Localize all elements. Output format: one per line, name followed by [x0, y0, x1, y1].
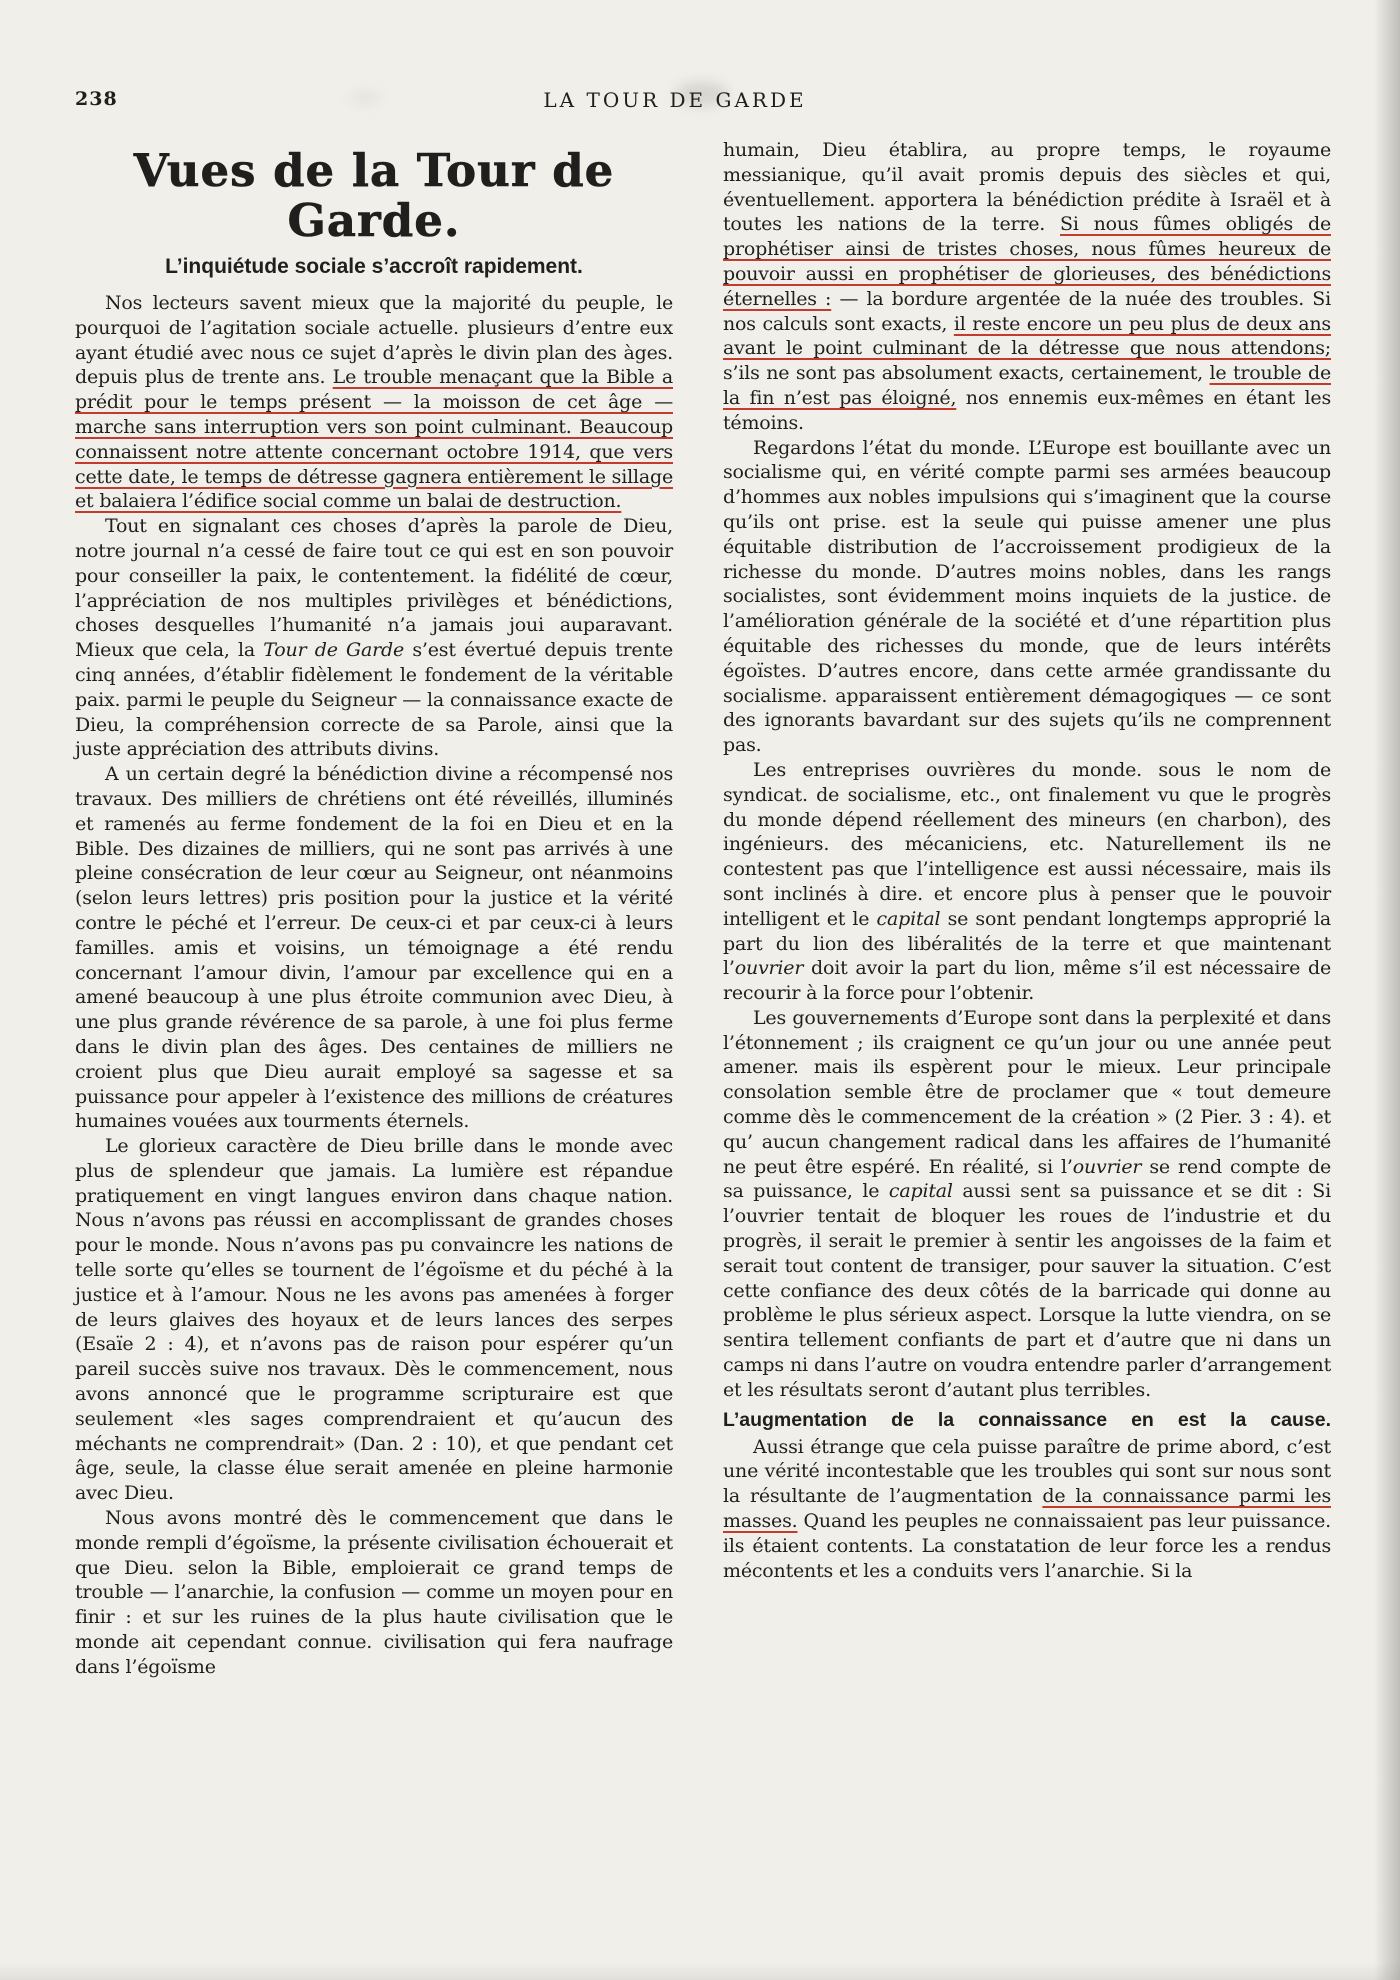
text-segment: ouvrier [1072, 1155, 1142, 1178]
text-segment: Le trouble menaçant que la Bible a prédit pour le temps présent — la moisson de cet âge — marche sans interruption vers son point culminant. Beaucoup connaissent notre attente concernant octobre 1914, que vers cette date, le temps de détresse gagnera entièrement le sillage et balaiera l’édifice social comme un balai de destruction. [75, 366, 673, 513]
text-segment: le trouble de la fin n’est pas éloigné, [723, 362, 1331, 409]
text-segment: Regardons l’état du monde. L’Europe est bouillante avec un socialisme qui, en vérité compte parmi ses armées beaucoup d’hommes aux nobles impulsions qui s’imaginent que la course qu’ils ont prise. est la seule qui puisse amener une plus équitable distribution de l’accroissement prodigieux de la richesse du monde. D’autres moins nobles, dans les rangs socialistes, sont évidemment moins inquiets de la justice. de l’amélioration générale de la société et d’une répartition plus équitable des richesses du monde, que de leurs intérêts égoïstes. D’autres encore, dans cette armée grandissante du socialisme. apparaissent entièrement démagogiques — ce sont des ignorants bavardant sur des sujets qu’ils ne comprennent pas. [723, 436, 1331, 757]
paragraph [75, 1134, 673, 1506]
right-column [723, 138, 1331, 1583]
text-segment: Nous avons montré dès le commencement que dans le monde rempli d’égoïsme, la présente civilisation échouerait et que Dieu. selon la Bible, emploierait ce grand temps de trouble — l’anarchie, la confusion — comme un moyen pour en finir : et sur les ruines de la plus haute civilisation que le monde ait cependant connue. civilisation qui fera naufrage dans l’égoïsme [75, 1507, 673, 1678]
left-column-body [75, 291, 673, 1680]
article-subtitle: L’inquiétude sociale s’accroît rapidement. [165, 255, 583, 278]
text-segment: Les entreprises ouvrières du monde. sous le nom de syndicat. de socialisme, etc., ont finalement vu que le progrès du monde dépend réellement des mineurs (en charbon), des ingénieurs. des mécaniciens, etc. Naturellement ils ne contestent pas que l’intelligence est aussi nécessaire, mais ils sont inclinés à dire. et encore plus à penser que le pouvoir intelligent et le [723, 758, 1331, 930]
text-segment: s’est évertué depuis trente cinq années, d’établir fidèlement le fondement de la véritable paix. parmi le peuple du Seigneur — la connaissance exacte de Dieu, la compréhension correcte de sa Parole, ainsi que la juste appréciation des attributs divins. [75, 639, 673, 761]
text-segment: A un certain degré la bénédiction divine a récompensé nos travaux. Des milliers de chrétiens ont été réveillés, illuminés et ramenés au ferme fondement de la foi en Dieu et en la Bible. Des dizaines de milliers, qui ne sont pas arrivés à une pleine consécration de leur cœur au Seigneur, ont néanmoins (selon leurs lettres) pris position pour la justice et la vérité contre le péché et l’erreur. De ceux-ci et par ceux-ci à leurs familles. amis et voisins, un témoignage a été rendu concernant l’amour divin, l’amour par excellence qui en a amené beaucoup à une plus étroite communion avec Dieu, à une plus grande révérence de sa parole, à une foi plus ferme dans le divin plan des âges. Des centaines de milliers ne croient plus que Dieu aurait employé sa sagesse et sa puissance pour appeler à l’existence des millions de créatures humaines vouées aux tourments éternels. [75, 763, 673, 1133]
text-segment: s’ils ne sont pas absolument exacts, certainement, [723, 362, 1210, 385]
paragraph [723, 1006, 1331, 1403]
text-segment: Aussi étrange que cela puisse paraître de prime abord, c’est une vérité incontestable que les troubles qui sont sur nous sont la résultante de l’augmentation [723, 1435, 1331, 1508]
journal-title: LA TOUR DE GARDE [543, 88, 807, 112]
text-segment: Si nous fûmes obligés de prophétiser ainsi de tristes choses, nous fûmes heureux de pouvoir aussi en prophétiser de glorieuses, des bénédictions éternelles : [723, 213, 1331, 310]
text-segment: Tour de Garde [263, 639, 405, 662]
section-heading [723, 1407, 1331, 1433]
text-segment: capital [888, 1180, 953, 1203]
paragraph [75, 762, 673, 1134]
page-number: 238 [75, 88, 118, 110]
paragraph [723, 1435, 1331, 1584]
paragraph [723, 138, 1331, 436]
text-segment: nos ennemis eux-mêmes en étant les témoins. [723, 386, 1331, 434]
article-title: Vues de la Tour de Garde. [133, 144, 615, 247]
text-segment: Les gouvernements d’Europe sont dans la perplexité et dans l’étonnement ; ils craignent ce qu’un jour ou une année peut amener. mais ils espèrent pour le mieux. Leur principale consolation semble être de proclamer que « tout demeure comme dès le commencement de la création » (2 Pier. 3 : 4). et qu’ aucun changement radical dans les affaires de l’humanité ne peut être espéré. En réalité, si l’ [723, 1006, 1331, 1178]
running-head [75, 88, 1330, 118]
paragraph [723, 436, 1331, 758]
text-segment: doit avoir la part du lion, même s’il est nécessaire de recourir à la force pour l’obtenir. [723, 957, 1331, 1005]
text-segment: Nos lecteurs savent mieux que la majorité du peuple, le pourquoi de l’agitation sociale actuelle. plusieurs d’entre eux ayant étudié avec nous ce sujet d’après le divin plan des àges. depuis plus de trente ans. [75, 292, 673, 389]
text-segment: aussi sent sa puissance et se dit : Si l’ouvrier tentait de bloquer les roues de l’industrie et du progrès, il serait le premier à sentir les angoisses de la faim et serait tout content de transiger, pour sauver la situation. C’est cette confiance des deux côtés de la barricade qui donne au problème le plus sérieux aspect. Lorsque la lutte viendra, on se sentira tellement confiants de part et d’autre que ni dans un camps ni dans l’autre on voudra entendre parler d’arrangement et les résultats seront d’autant plus terribles. [723, 1180, 1332, 1401]
text-segment: Tout en signalant ces choses d’après la parole de Dieu, notre journal n’a cessé de faire tout ce qui est en son pouvoir pour conseiller la paix, le contentement. la fidélité de cœur, l’appréciation de nos multiples privilèges et bénédictions, choses desquelles l’humanité n’a jamais joui auparavant. Mieux que cela, la [75, 515, 673, 662]
text-segment: se rend compte de sa puissance, le [723, 1155, 1332, 1203]
text-segment: Le glorieux caractère de Dieu brille dans le monde avec plus de splendeur que jamais. La lumière est répandue pratiquement en vingt langues environ dans chaque nation. Nous n’avons pas réussi en accomplissant de grandes choses pour le monde. Nous n’avons pas pu convaincre les nations de telle sorte qu’elles se tournent de l’égoïsme et du péché à la justice et à l’amour. Nous ne les avons pas amenées à forger de leurs glaives des hoyaux et de leurs lances des serpes (Esaïe 2 : 4), et n’avons pas de raison pour espérer qu’un pareil succès suive nos travaux. Dès le commencement, nous avons annoncé que le programme scripturaire est que seulement «les sages comprendraient et qu’aucun des méchants ne comprendrait» (Dan. 2 : 10), et que pendant cet âge, seule, la classe élue serait amenée en pleine harmonie avec Dieu. [75, 1135, 673, 1505]
text-segment: ouvrier [734, 957, 804, 980]
text-segment: capital [876, 907, 941, 930]
text-segment: L’augmentation de la connaissance en est la cause. [723, 1408, 1331, 1431]
paragraph [75, 291, 673, 514]
text-segment: de la connaissance parmi les masses. [723, 1485, 1331, 1533]
text-segment: Quand les peuples ne connaissaient pas leur puissance. ils étaient contents. La constatation de leur force les a rendus mécontents et les a conduits vers l’anarchie. Si la [723, 1510, 1331, 1582]
paragraph [75, 1506, 673, 1680]
right-column-body [723, 138, 1331, 1583]
paragraph [723, 758, 1331, 1006]
scan-edge-shadow-right [1374, 0, 1400, 1980]
text-segment: il reste encore un peu plus de deux ans avant le point culminant de la détresse que nous attendons; [723, 312, 1331, 360]
text-segment: se sont pendant longtemps approprié la part du lion des libéralités de la terre et que maintenant l’ [723, 907, 1332, 980]
text-segment: — la bordure argentée de la nuée des troubles. Si nos calculs sont exacts, [723, 287, 1331, 335]
text-segment: humain, Dieu établira, au propre temps, le royaume messianique, qu’il avait promis depuis des siècles et qui, éventuellement. apportera la bénédiction prédite à Israël et à toutes les nations de la terre. [723, 139, 1331, 236]
paragraph [75, 514, 673, 762]
left-column [75, 138, 673, 1680]
scan-edge-shadow-bottom [0, 1962, 1400, 1980]
